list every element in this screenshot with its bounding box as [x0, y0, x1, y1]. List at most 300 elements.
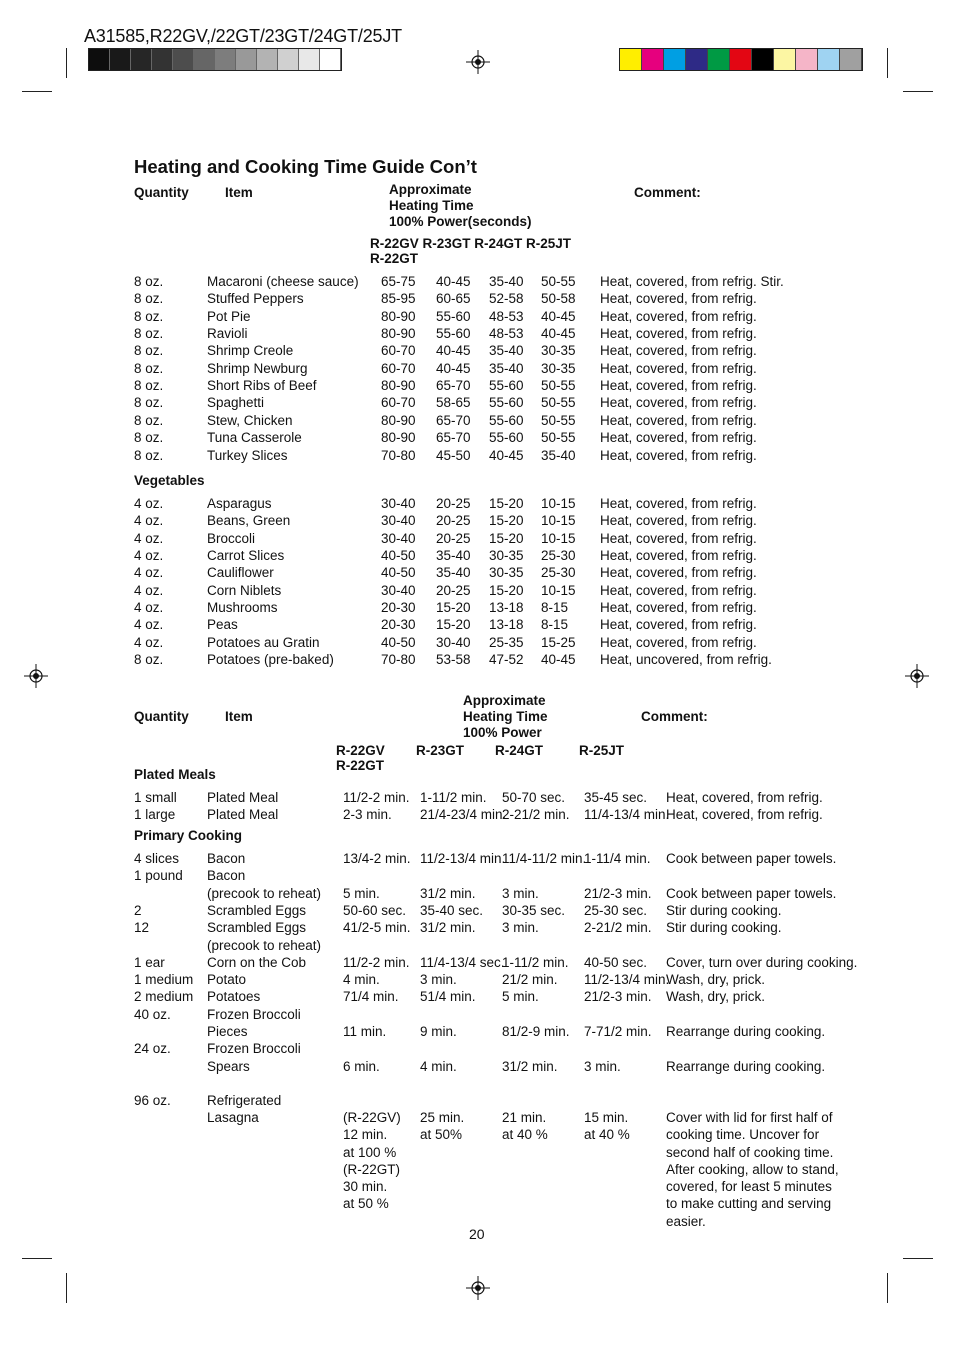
cell-comment: Heat, covered, from refrig.: [600, 617, 757, 633]
cell-a: 41/2-5 min.: [343, 920, 411, 936]
cell-comment: Rearrange during cooking.: [666, 1024, 826, 1039]
cell-a: 30-40: [381, 582, 416, 598]
cell-item: Cauliflower: [207, 565, 274, 581]
cell-b: 53-58: [436, 652, 471, 668]
cell-d: 40-45: [541, 308, 576, 324]
cell-comment: Heat, covered, from refrig.: [600, 447, 757, 463]
cell-a: 80-90: [381, 378, 416, 394]
cell-item: Pieces: [207, 1024, 248, 1039]
cell-a: 40-50: [381, 565, 416, 581]
cell-item: Corn on the Cob: [207, 954, 307, 970]
cell-q: 4 oz.: [134, 565, 164, 581]
cell-item: Scrambled Eggs: [207, 920, 307, 936]
table-row: [0, 971, 954, 988]
section-title-primary-cooking: Primary Cooking: [134, 828, 243, 843]
registration-mark-icon: [466, 50, 490, 74]
cell-c: 30-35: [489, 548, 524, 564]
cell-a: 70-80: [381, 652, 416, 668]
cell-q: 4 oz.: [134, 634, 164, 650]
cell-c: 13-18: [489, 600, 524, 616]
cell-d: 7-71/2 min.: [584, 1024, 652, 1039]
cell-c: 30-35: [489, 565, 524, 581]
cell-d: 35-40: [541, 447, 576, 463]
cell-d: 50-55: [541, 412, 576, 428]
cell-item: Ravioli: [207, 326, 248, 342]
table-row: [0, 1040, 954, 1057]
cell-d: 3 min.: [584, 1058, 621, 1074]
col-header-r25jt: R-25JT: [579, 743, 625, 758]
cell-b: 35-40: [436, 548, 471, 564]
cell-comment: Heat, covered, from refrig.: [600, 291, 757, 307]
cell-c: 13-18: [489, 617, 524, 633]
cell-a: 30-40: [381, 496, 416, 511]
page-number: 20: [469, 1226, 485, 1242]
cell-d: 8-15: [541, 600, 569, 616]
table-row: [0, 634, 954, 651]
cell-b: 40-45: [436, 360, 471, 376]
cell-item: Beans, Green: [207, 513, 291, 529]
col-header-quantity-2: Quantity: [134, 709, 189, 724]
cell-d: 10-15: [541, 513, 576, 529]
table-row: [0, 806, 954, 823]
cell-comment: Heat, covered, from refrig.: [600, 565, 757, 581]
cell-a: 80-90: [381, 412, 416, 428]
gray-color-bar: [88, 48, 342, 71]
cell-q: 8 oz.: [134, 360, 164, 376]
cell-c: 48-53: [489, 326, 524, 342]
color-swatch: [257, 49, 278, 70]
registration-mark-icon: [466, 1276, 490, 1300]
table-row: [0, 412, 954, 429]
table-row: [0, 885, 954, 902]
cell-a: 40-50: [381, 548, 416, 564]
cell-a: 30-40: [381, 513, 416, 529]
cell-q: 4 oz.: [134, 582, 164, 598]
table-row: [0, 902, 954, 919]
cell-comment: Heat, covered, from refrig.: [600, 496, 757, 511]
cell-a: 11/2-2 min.: [343, 954, 410, 970]
cell-b: 40-45: [436, 274, 471, 289]
cell-q: 4 oz.: [134, 496, 164, 511]
lasagna-time-r22: (R-22GV) 12 min. at 100 % (R-22GT) 30 min. at 50 %: [343, 1110, 401, 1212]
cell-q: 24 oz.: [134, 1041, 171, 1057]
cell-q: 1 small: [134, 790, 177, 805]
table-row: [0, 290, 954, 307]
cell-c: 31/2 min.: [502, 1058, 558, 1074]
cell-item: Turkey Slices: [207, 447, 288, 463]
cell-comment: Heat, covered, from refrig.: [600, 430, 757, 446]
cell-a: 80-90: [381, 326, 416, 342]
cell-b: 21/4-23/4 min.: [420, 807, 507, 823]
cell-a: 80-90: [381, 308, 416, 324]
cell-item: (precook to reheat): [207, 937, 322, 953]
cell-comment: Cook between paper towels.: [666, 885, 837, 901]
cell-c: 55-60: [489, 378, 524, 394]
cell-c: 5 min.: [502, 989, 539, 1005]
cell-q: 8 oz.: [134, 274, 164, 289]
color-swatch: [320, 49, 341, 70]
table-row: [0, 447, 954, 464]
cell-c: 15-20: [489, 582, 524, 598]
table-row: [0, 582, 954, 599]
cell-c: 15-20: [489, 513, 524, 529]
crop-mark: [887, 48, 888, 78]
cell-item: Mushrooms: [207, 600, 278, 616]
cell-d: 50-58: [541, 291, 576, 307]
cell-c: 35-40: [489, 360, 524, 376]
cell-q: 8 oz.: [134, 447, 164, 463]
cell-b: 60-65: [436, 291, 471, 307]
cell-c: 55-60: [489, 412, 524, 428]
cell-a: 70-80: [381, 447, 416, 463]
table-row: [0, 954, 954, 971]
cell-item: Shrimp Creole: [207, 343, 294, 359]
cell-c: 35-40: [489, 274, 524, 289]
cell-c: 52-58: [489, 291, 524, 307]
cell-a: 4 min.: [343, 972, 380, 988]
cell-q: 4 oz.: [134, 513, 164, 529]
cell-b: 45-50: [436, 447, 471, 463]
cell-d: 10-15: [541, 582, 576, 598]
cell-a: 40-50: [381, 634, 416, 650]
cell-d: 50-55: [541, 395, 576, 411]
cell-a: 20-30: [381, 600, 416, 616]
cell-c: 30-35 sec.: [502, 902, 566, 918]
color-swatch: [152, 49, 173, 70]
model-header: A31585,R22GV,/22GT/23GT/24GT/25JT: [84, 26, 402, 46]
cell-q: 4 oz.: [134, 617, 164, 633]
cell-a: 60-70: [381, 343, 416, 359]
cell-comment: Heat, covered, from refrig.: [600, 326, 757, 342]
table-row: [0, 325, 954, 342]
cell-a: 11 min.: [343, 1024, 387, 1039]
cell-c: 15-20: [489, 530, 524, 546]
cell-d: 50-55: [541, 430, 576, 446]
cell-d: 40-50 sec.: [584, 954, 648, 970]
cell-item: Bacon: [207, 851, 246, 866]
cell-comment: Heat, covered, from refrig.: [600, 308, 757, 324]
cell-item: Spears: [207, 1058, 250, 1074]
cell-d: 10-15: [541, 496, 576, 511]
cell-c: 3 min.: [502, 920, 539, 936]
color-swatch: [642, 49, 664, 70]
cell-q: 8 oz.: [134, 395, 164, 411]
col-header-quantity: Quantity: [134, 185, 189, 200]
cell-a: 71/4 min.: [343, 989, 399, 1005]
cell-comment: Heat, uncovered, from refrig.: [600, 652, 772, 668]
cell-b: 11/4-13/4 sec.: [420, 954, 505, 970]
cell-q: 8 oz.: [134, 326, 164, 342]
lasagna-time-r25jt: 15 min. at 40 %: [584, 1110, 630, 1143]
cell-b: 9 min.: [420, 1024, 457, 1039]
cell-a: 13/4-2 min.: [343, 851, 411, 866]
cell-d: 2-21/2 min.: [584, 920, 652, 936]
color-swatch: [173, 49, 194, 70]
crop-mark: [903, 91, 933, 92]
table-row: [0, 1006, 954, 1023]
col-header-comment-2: Comment:: [641, 709, 708, 724]
cell-comment: Heat, covered, from refrig.: [600, 360, 757, 376]
cell-a: 60-70: [381, 395, 416, 411]
col-header-r24gt: R-24GT: [495, 743, 544, 758]
cell-comment: Heat, covered, from refrig.: [600, 412, 757, 428]
table-row: [0, 850, 954, 867]
cell-comment: Heat, covered, from refrig. Stir.: [600, 274, 784, 289]
cell-d: 35-45 sec.: [584, 790, 648, 805]
cell-q: 12: [134, 920, 150, 936]
color-swatch: [89, 49, 110, 70]
cell-q: 4 oz.: [134, 530, 164, 546]
table-row: [0, 429, 954, 446]
table-row: [0, 599, 954, 616]
table-row: [0, 308, 954, 325]
cell-b: 55-60: [436, 326, 471, 342]
color-swatch: [686, 49, 708, 70]
cell-item: Potato: [207, 972, 247, 988]
cell-d: 30-35: [541, 343, 576, 359]
cell-b: 20-25: [436, 513, 471, 529]
color-swatch: [796, 49, 818, 70]
cell-b: 40-45: [436, 343, 471, 359]
crop-mark: [66, 48, 67, 78]
table-row: [0, 495, 954, 512]
table-row: [0, 273, 954, 290]
cell-q: 4 oz.: [134, 600, 164, 616]
cell-comment: Cook between paper towels.: [666, 851, 837, 866]
cell-item: Broccoli: [207, 530, 256, 546]
cell-comment: Heat, covered, from refrig.: [666, 790, 823, 805]
col-header-heating-time: Approximate Heating Time 100% Power(seconds): [389, 182, 532, 229]
cell-c: 55-60: [489, 395, 524, 411]
cell-comment: Heat, covered, from refrig.: [600, 634, 757, 650]
cell-item: Stew, Chicken: [207, 412, 293, 428]
table-row: [0, 937, 954, 954]
lasagna-item: Refrigerated Lasagna: [207, 1093, 282, 1126]
color-swatch: [708, 49, 730, 70]
cell-q: 8 oz.: [134, 308, 164, 324]
cell-q: 1 medium: [134, 972, 194, 988]
cell-d: 40-45: [541, 652, 576, 668]
cell-comment: Heat, covered, from refrig.: [600, 343, 757, 359]
cell-c: 11/4-11/2 min.: [502, 851, 587, 866]
cell-q: 1 pound: [134, 868, 183, 884]
color-swatch: [236, 49, 257, 70]
cell-d: 11/2-13/4 min.: [584, 972, 670, 988]
cell-q: 1 large: [134, 807, 176, 823]
cell-a: 2-3 min.: [343, 807, 392, 823]
crop-mark: [66, 1273, 67, 1303]
cell-b: 20-25: [436, 530, 471, 546]
cell-item: Asparagus: [207, 496, 272, 511]
cell-item: Peas: [207, 617, 238, 633]
cell-d: 25-30: [541, 565, 576, 581]
cell-a: 6 min.: [343, 1058, 380, 1074]
cell-a: 85-95: [381, 291, 416, 307]
cell-d: 30-35: [541, 360, 576, 376]
cell-d: 40-45: [541, 326, 576, 342]
cell-c: 40-45: [489, 447, 524, 463]
cell-item: Scrambled Eggs: [207, 902, 307, 918]
table-row: [0, 547, 954, 564]
color-calibration-bar: [619, 48, 863, 71]
cell-q: 8 oz.: [134, 291, 164, 307]
crop-mark: [22, 1258, 52, 1259]
cell-item: Bacon: [207, 868, 246, 884]
cell-q: 2: [134, 902, 142, 918]
cell-comment: Heat, covered, from refrig.: [600, 600, 757, 616]
cell-q: 8 oz.: [134, 430, 164, 446]
cell-b: 3 min.: [420, 972, 457, 988]
cell-item: (precook to reheat): [207, 885, 322, 901]
cell-d: 21/2-3 min.: [584, 885, 652, 901]
table-row: [0, 360, 954, 377]
cell-a: 65-75: [381, 274, 416, 289]
table-row: [0, 377, 954, 394]
cell-b: 65-70: [436, 430, 471, 446]
table-row: [0, 616, 954, 633]
cell-b: 20-25: [436, 582, 471, 598]
cell-comment: Heat, covered, from refrig.: [600, 530, 757, 546]
cell-item: Corn Niblets: [207, 582, 282, 598]
col-header-r23gt: R-23GT: [416, 743, 465, 758]
cell-item: Frozen Broccoli: [207, 1041, 301, 1057]
cell-q: 1 ear: [134, 954, 165, 970]
cell-q: 4 oz.: [134, 548, 164, 564]
cell-b: 58-65: [436, 395, 471, 411]
cell-item: Spaghetti: [207, 395, 265, 411]
cell-b: 31/2 min.: [420, 920, 476, 936]
cell-comment: Heat, covered, from refrig.: [666, 807, 823, 823]
cell-a: 60-70: [381, 360, 416, 376]
cell-q: 2 medium: [134, 989, 194, 1005]
color-swatch: [215, 49, 236, 70]
cell-comment: Rearrange during cooking.: [666, 1058, 826, 1074]
cell-d: 50-55: [541, 378, 576, 394]
cell-b: 15-20: [436, 617, 471, 633]
cell-c: 55-60: [489, 430, 524, 446]
cell-comment: Stir during cooking.: [666, 902, 782, 918]
color-swatch: [278, 49, 299, 70]
color-swatch: [774, 49, 796, 70]
cell-item: Plated Meal: [207, 807, 279, 823]
section-title-plated-meals: Plated Meals: [134, 767, 216, 782]
cell-item: Stuffed Peppers: [207, 291, 304, 307]
cell-a: 20-30: [381, 617, 416, 633]
cell-d: 21/2-3 min.: [584, 989, 652, 1005]
cell-b: 35-40 sec.: [420, 902, 484, 918]
lasagna-time-r23gt: 25 min. at 50%: [420, 1110, 465, 1143]
crop-mark: [22, 91, 52, 92]
lasagna-time-r24gt: 21 min. at 40 %: [502, 1110, 548, 1143]
cell-a: 80-90: [381, 430, 416, 446]
color-swatch: [840, 49, 862, 70]
cell-d: 25-30: [541, 548, 576, 564]
cell-comment: Heat, covered, from refrig.: [600, 513, 757, 529]
color-swatch: [752, 49, 774, 70]
cell-b: 55-60: [436, 308, 471, 324]
cell-c: 50-70 sec.: [502, 790, 566, 805]
cell-b: 30-40: [436, 634, 471, 650]
table-row: [0, 342, 954, 359]
color-swatch: [194, 49, 215, 70]
cell-comment: Heat, covered, from refrig.: [600, 582, 757, 598]
cell-comment: Stir during cooking.: [666, 920, 782, 936]
cell-b: 1-11/2 min.: [420, 790, 487, 805]
cell-d: 15-25: [541, 634, 576, 650]
cell-b: 35-40: [436, 565, 471, 581]
table-row: [0, 988, 954, 1005]
cell-d: 10-15: [541, 530, 576, 546]
crop-mark: [887, 1273, 888, 1303]
color-swatch: [299, 49, 320, 70]
table-row: [0, 919, 954, 936]
page-title: Heating and Cooking Time Guide Con’t: [134, 156, 477, 177]
color-swatch: [110, 49, 131, 70]
cell-item: Potatoes (pre-baked): [207, 652, 334, 668]
cell-b: 31/2 min.: [420, 885, 476, 901]
cell-c: 47-52: [489, 652, 524, 668]
cell-q: 8 oz.: [134, 652, 164, 668]
col-header-r22: R-22GV R-22GT: [336, 743, 385, 773]
cell-comment: Cover, turn over during cooking.: [666, 954, 858, 970]
cell-comment: Heat, covered, from refrig.: [600, 395, 757, 411]
table-row: [0, 651, 954, 668]
table-row: [0, 564, 954, 581]
cell-d: 1-11/4 min.: [584, 851, 651, 866]
cell-c: 1-11/2 min.: [502, 954, 569, 970]
cell-item: Shrimp Newburg: [207, 360, 308, 376]
cell-q: 8 oz.: [134, 343, 164, 359]
table-row: [0, 1023, 954, 1040]
cell-item: Potatoes au Gratin: [207, 634, 320, 650]
cell-b: 15-20: [436, 600, 471, 616]
cell-comment: Heat, covered, from refrig.: [600, 548, 757, 564]
cell-a: 50-60 sec.: [343, 902, 407, 918]
cell-comment: Wash, dry, prick.: [666, 989, 766, 1005]
cell-d: 50-55: [541, 274, 576, 289]
cell-item: Tuna Casserole: [207, 430, 302, 446]
cell-q: 4 slices: [134, 851, 180, 866]
col-header-comment: Comment:: [634, 185, 701, 200]
cell-a: 5 min.: [343, 885, 380, 901]
table-row: [0, 394, 954, 411]
cell-c: 3 min.: [502, 885, 539, 901]
cell-d: 8-15: [541, 617, 569, 633]
cell-a: 11/2-2 min.: [343, 790, 410, 805]
color-swatch: [664, 49, 686, 70]
cell-item: Frozen Broccoli: [207, 1006, 301, 1022]
col-header-item-2: Item: [225, 709, 253, 724]
cell-item: Pot Pie: [207, 308, 251, 324]
cell-c: 25-35: [489, 634, 524, 650]
cell-item: Carrot Slices: [207, 548, 285, 564]
table-row: [0, 789, 954, 806]
table-row: [0, 867, 954, 884]
cell-q: 8 oz.: [134, 378, 164, 394]
col-header-item: Item: [225, 185, 253, 200]
crop-mark: [903, 1258, 933, 1259]
cell-item: Potatoes: [207, 989, 261, 1005]
cell-q: 40 oz.: [134, 1006, 171, 1022]
table-row: [0, 530, 954, 547]
table-row: [0, 512, 954, 529]
color-swatch: [620, 49, 642, 70]
lasagna-quantity: 96 oz.: [134, 1093, 171, 1108]
color-swatch: [730, 49, 752, 70]
cell-c: 15-20: [489, 496, 524, 511]
cell-b: 4 min.: [420, 1058, 457, 1074]
cell-item: Macaroni (cheese sauce): [207, 274, 359, 289]
